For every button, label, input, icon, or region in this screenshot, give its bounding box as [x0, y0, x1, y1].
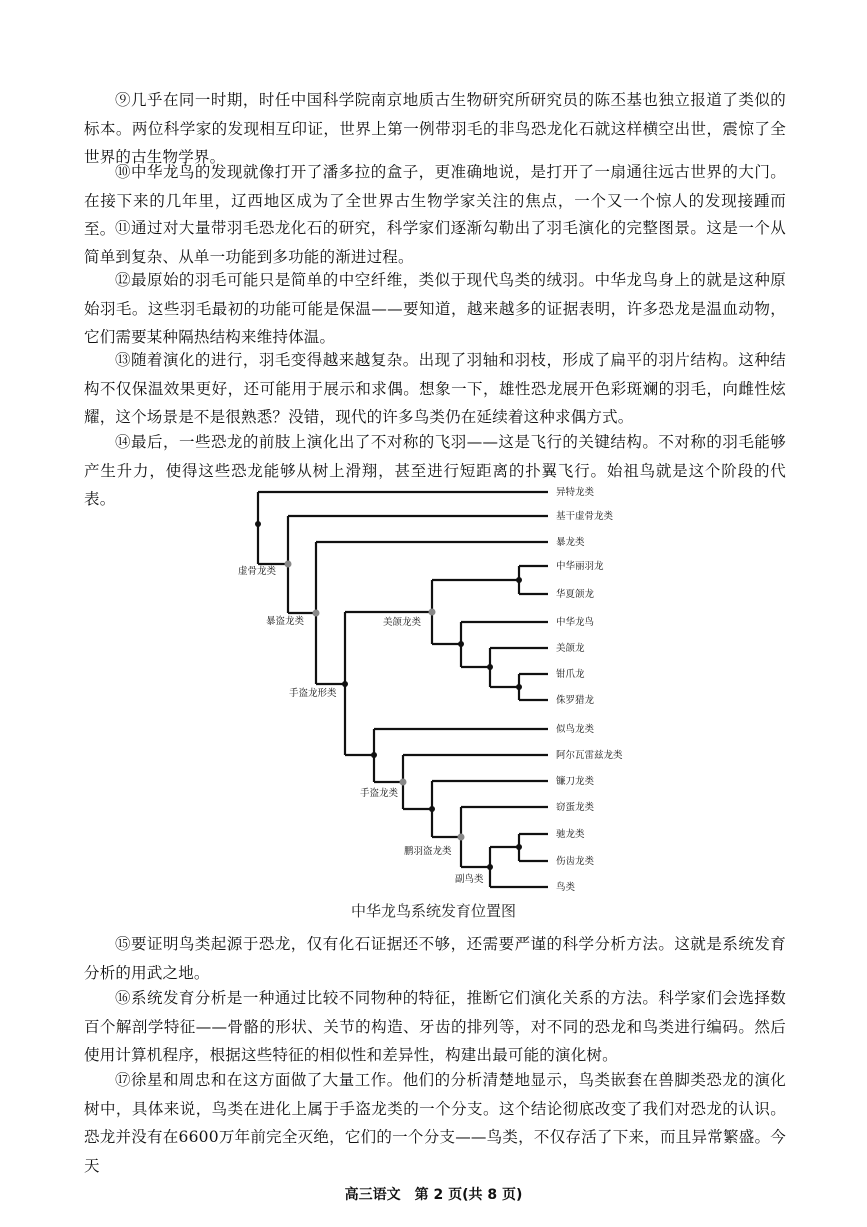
leaf-label: 异特龙类	[556, 487, 595, 498]
leaf-label: 阿尔瓦雷兹龙类	[556, 750, 623, 761]
phylogenetic-tree	[0, 484, 867, 904]
leaf-label: 美颌龙	[556, 643, 585, 654]
leaf-label: 侏罗猎龙	[556, 695, 595, 706]
paragraph-16: ⑯系统发育分析是一种通过比较不同物种的特征，推断它们演化关系的方法。科学家们会选择数百个解剖学特征——骨骼的形状、关节的构造、牙齿的排列等，对不同的恐龙和鸟类进行编码。然后使用计算机程序，根据这些特征的相似性和差异性，构建出最可能的演化树。	[84, 989, 786, 1064]
clade-label: 虚骨龙类	[238, 566, 277, 577]
leaf-label: 驰龙类	[556, 829, 585, 840]
paragraph-12: ⑫最原始的羽毛可能只是简单的中空纤维，类似于现代鸟类的绒羽。中华龙鸟身上的就是这种原始羽毛。这些羽毛最初的功能可能是保温——要知道，越来越多的证据表明，许多恐龙是温血动物，它们需要某种隔热结构来维持体温。	[84, 271, 786, 346]
leaf-label: 基干虚骨龙类	[556, 511, 614, 522]
tree-leaf-labels	[556, 486, 623, 893]
leaf-label: 暴龙类	[556, 537, 585, 548]
leaf-label: 中华丽羽龙	[556, 561, 604, 572]
clade-label: 美颌龙类	[383, 617, 422, 628]
paragraph-13: ⑬随着演化的进行，羽毛变得越来越复杂。出现了羽轴和羽枝，形成了扁平的羽片结构。这种结构不仅保温效果更好，还可能用于展示和求偶。想象一下，雄性恐龙展开色彩斑斓的羽毛，向雌性炫耀，这个场景是不是很熟悉？没错，现代的许多鸟类仍在延续着这种求偶方式。	[84, 351, 786, 426]
paragraph-17: ⑰徐星和周忠和在这方面做了大量工作。他们的分析清楚地显示，鸟类嵌套在兽脚类恐龙的演化树中，具体来说，鸟类在进化上属于手盗龙类的一个分支。这个结论彻底改变了我们对恐龙的认识。恐龙并没有在6600万年前完全灭绝，它们的一个分支——鸟类，不仅存活了下来，而且异常繁盛。今天	[84, 1071, 786, 1175]
leaf-label: 窃蛋龙类	[556, 802, 595, 813]
leaf-label: 中华龙鸟	[556, 617, 595, 628]
leaf-label: 似鸟龙类	[556, 724, 595, 735]
leaf-label: 鸟类	[556, 882, 576, 893]
paragraph-11: ⑪通过对大量带羽毛恐龙化石的研究，科学家们逐渐勾勒出了羽毛演化的完整图景。这是一个从简单到复杂、从单一功能到多功能的渐进过程。	[84, 219, 786, 266]
leaf-label: 伤齿龙类	[556, 856, 595, 867]
leaf-label: 钳爪龙	[556, 669, 585, 680]
paragraph-14: ⑭最后，一些恐龙的前肢上演化出了不对称的飞羽——这是飞行的关键结构。不对称的羽毛能够产生升力，使得这些恐龙能够从树上滑翔，甚至进行短距离的扑翼飞行。始祖鸟就是这个阶段的代表。	[84, 433, 786, 508]
clade-label: 副鸟类	[455, 874, 484, 885]
clade-label: 暴盗龙类	[266, 616, 305, 627]
paragraph-9: ⑨几乎在同一时期，时任中国科学院南京地质古生物研究所研究员的陈丕基也独立报道了类似的标本。两位科学家的发现相互印证，世界上第一例带羽毛的非鸟恐龙化石就这样横空出世，震惊了全世界的古生物学界。	[84, 91, 786, 166]
leaf-label: 华夏颌龙	[556, 589, 595, 600]
clade-label: 鹏羽盗龙类	[404, 846, 452, 857]
clade-label: 手盗龙类	[360, 788, 399, 799]
figure-caption: 中华龙鸟系统发育位置图	[350, 902, 516, 920]
clade-label: 手盗龙形类	[289, 688, 337, 699]
leaf-label: 镰刀龙类	[556, 776, 595, 787]
paragraph-10: ⑩中华龙鸟的发现就像打开了潘多拉的盒子，更准确地说，是打开了一扇通往远古世界的大门。在接下来的几年里，辽西地区成为了全世界古生物学家关注的焦点，一个又一个惊人的发现接踵而至。	[84, 163, 786, 238]
page-footer: 高三语文 第 2 页(共 8 页)	[344, 1187, 523, 1203]
paragraph-15: ⑮要证明鸟类起源于恐龙，仅有化石证据还不够，还需要严谨的科学分析方法。这就是系统发育分析的用武之地。	[84, 935, 786, 982]
